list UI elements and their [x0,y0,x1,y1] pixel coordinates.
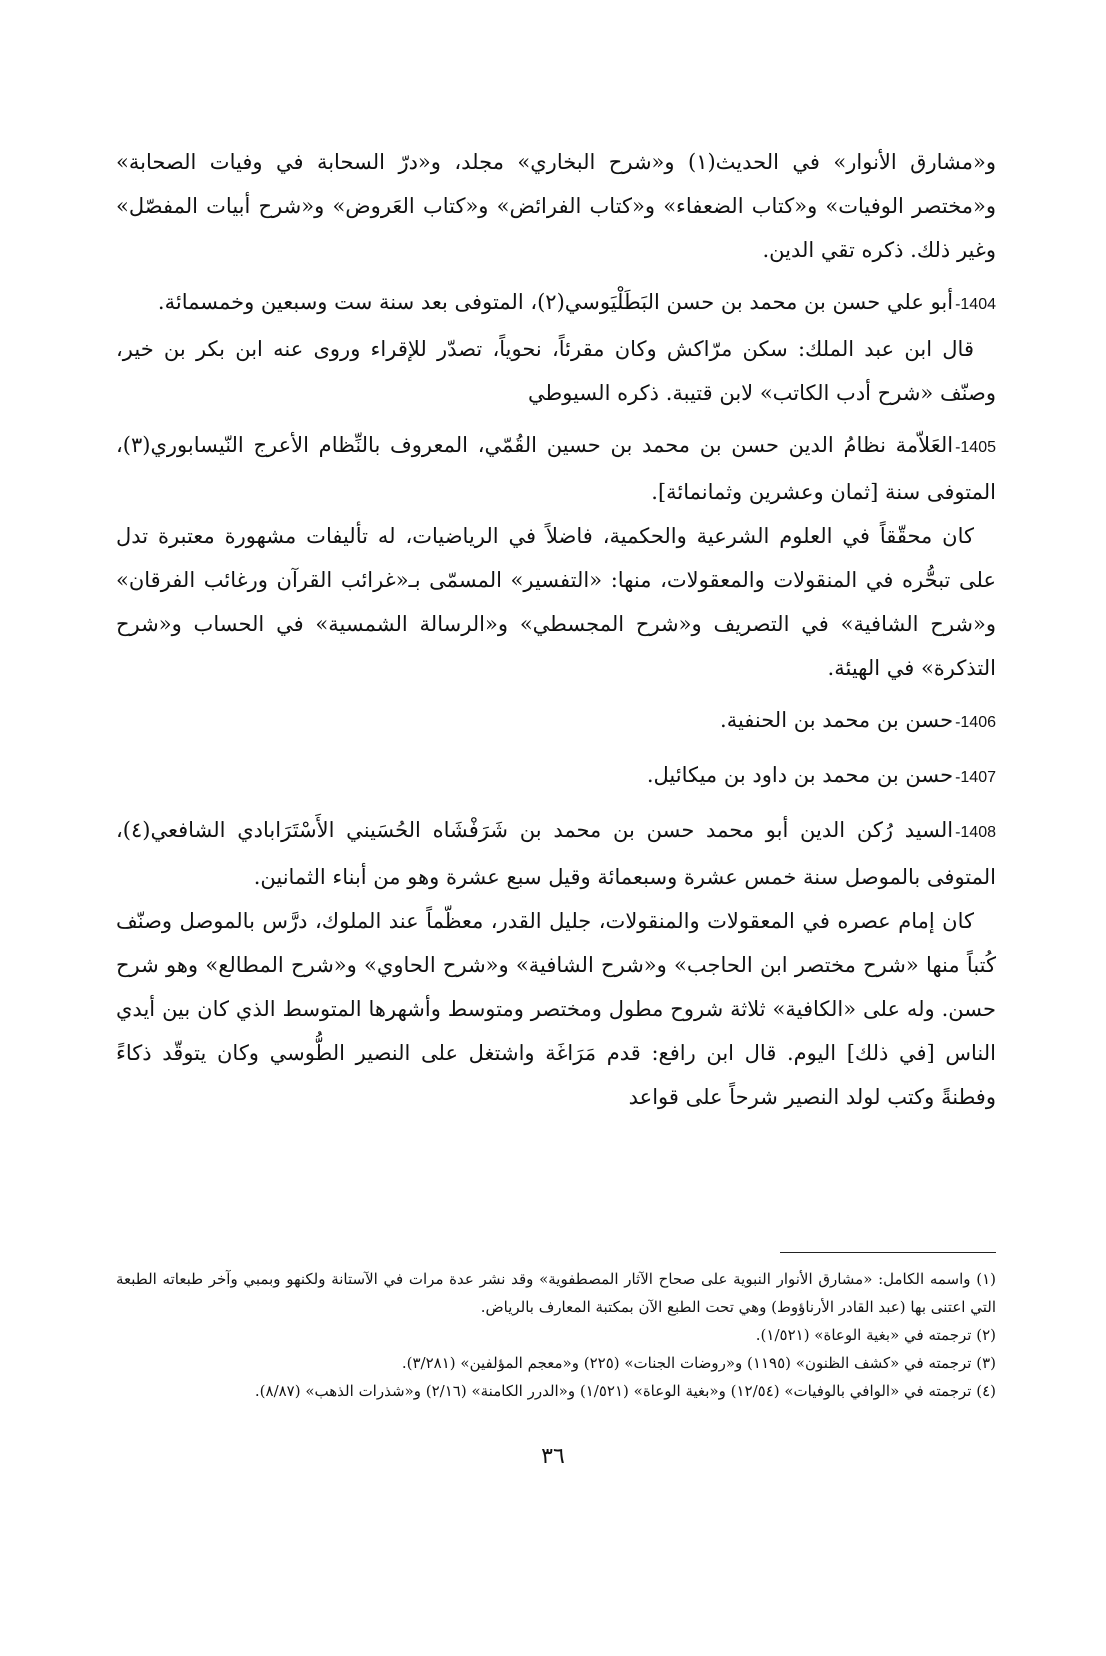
footnotes [116,1265,996,1405]
entry-number: 1404- [955,296,996,313]
footnote-2: (٢) ترجمته في «بغية الوعاة» (١/٥٢١). [755,1326,996,1344]
entry-title-text: السيد رُكن الدين أبو محمد حسن بن محمد بن شَرَفْشَاه الحُسَيني الأَسْتَرَابادي الشافعي(٤)، المتوفى بالموصل سنة خمس عشرة وسبعمائة وقيل سبع عشرة وهو من أبناء الثمانين. [116,818,996,889]
paragraph-continuation: و«مشارق الأنوار» في الحديث(١) و«شرح البخاري» مجلد، و«درّ السحابة في وفيات الصحابة» و«مختصر الوفيات» و«كتاب الضعفاء» و«كتاب الفرائض» و«كتاب العَروض» و«شرح أبيات المفصّل» وغير ذلك. ذكره تقي الدين. [116,150,996,262]
entry-1406-title [116,698,996,745]
entry-title-text: حسن بن محمد بن داود بن ميكائيل. [646,763,954,787]
entry-title-text: حسن بن محمد بن الحنفية. [720,708,954,732]
entry-1407-title [116,753,996,800]
entry-1404-title [116,280,996,327]
entry-1405-body: كان محقّقاً في العلوم الشرعية والحكمية، فاضلاً في الرياضيات، له تأليفات مشهورة معتبرة تدل على تبحُّره في المنقولات والمعقولات، منها: «التفسير» المسمّى بـ«غرائب القرآن ورغائب الفرقان» و«شرح الشافية» في التصريف و«شرح المجسطي» و«الرسالة الشمسية» في الحساب و«شرح التذكرة» في الهيئة. [116,524,996,680]
entry-1405-title [116,423,996,514]
entry-number: 1406- [955,714,996,731]
entry-title-text: أبو علي حسن بن محمد بن حسن البَطَلْيَوسي(٢)، المتوفى بعد سنة ست وسبعين وخمسمائة. [157,290,954,314]
entry-1408-body: كان إمام عصره في المعقولات والمنقولات، جليل القدر، معظّماً عند الملوك، درَّس بالموصل وصنّف كُتباً منها «شرح مختصر ابن الحاجب» و«شرح الشافية» و«شرح الحاوي» و«شرح المطالع» وهو شرح حسن. وله على «الكافية» ثلاثة شروح مطول ومختصر ومتوسط وأشهرها المتوسط الذي كان بين أيدي الناس [في ذلك] اليوم. قال ابن رافع: قدم مَرَاغَة واشتغل على النصير الطُّوسي وكان يتوقّد ذكاءً وفطنةً وكتب لولد النصير شرحاً على قواعد [116,909,996,1109]
entry-title-text: العَلاّمة نظامُ الدين حسن بن محمد بن حسين القُمّي، المعروف بالنِّظام الأعرج النّيسابوري(٣)، المتوفى سنة [ثمان وعشرين وثمانمائة]. [116,433,996,504]
footnote-divider [780,1252,996,1253]
main-text [116,140,996,1119]
page-number: ٣٦ [541,1444,565,1469]
footnote-1: (١) واسمه الكامل: «مشارق الأنوار النبوية على صحاح الآثار المصطفوية» وقد نشر عدة مرات في الآستانة ولكنهو وبمبي وآخر طبعاته الطبعة التي اعتنى بها (عبد القادر الأرناؤوط) وهي تحت الطبع الآن بمكتبة المعارف بالرياض. [116,1270,996,1316]
entry-1408-title [116,808,996,899]
entry-number: 1407- [955,769,996,786]
entry-1404-body: قال ابن عبد الملك: سكن مرّاكش وكان مقرئاً، نحوياً، تصدّر للإقراء وروى عنه ابن بكر بن خير، وصنّف «شرح أدب الكاتب» لابن قتيبة. ذكره السيوطي [116,337,996,405]
entry-number: 1408- [955,824,996,841]
footnote-4: (٤) ترجمته في «الوافي بالوفيات» (١٢/٥٤) و«بغية الوعاة» (١/٥٢١) و«الدرر الكامنة» (٢/١٦) و«شذرات الذهب» (٨/٨٧). [254,1382,996,1400]
footnote-3: (٣) ترجمته في «كشف الظنون» (١١٩٥) و«روضات الجنات» (٢٢٥) و«معجم المؤلفين» (٣/٢٨١). [401,1354,996,1372]
entry-number: 1405- [955,439,996,456]
